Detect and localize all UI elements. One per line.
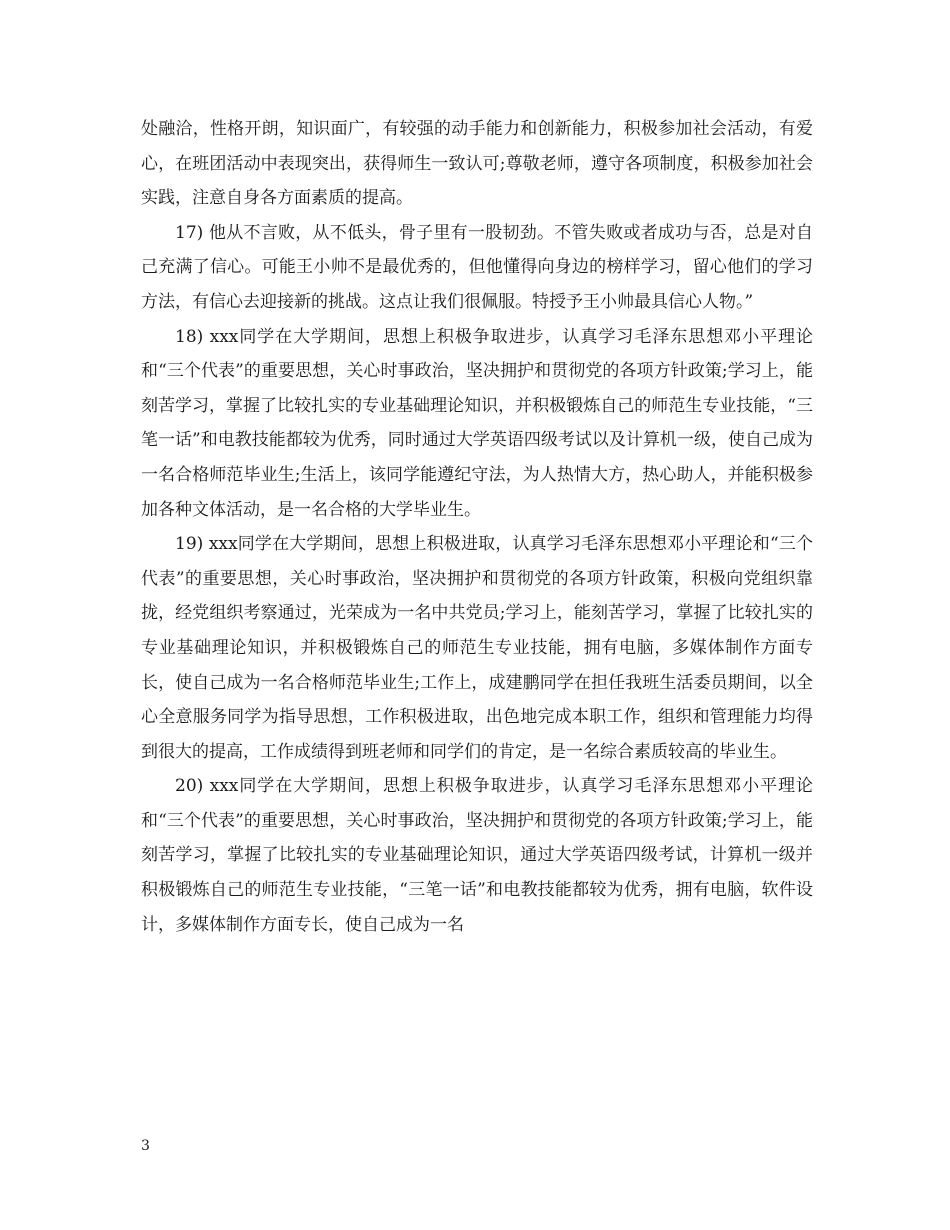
document-body: [141, 112, 813, 942]
paragraph-continuation: 处融洽，性格开朗，知识面广，有较强的动手能力和创新能力，积极参加社会活动，有爱心，在班团活动中表现突出，获得师生一致认可;尊敬老师，遵守各项制度，积极参加社会实践，注意自身各方面素质的提高。: [141, 119, 813, 209]
paragraph-item-20: 20) xxx同学在大学期间，思想上积极争取进步，认真学习毛泽东思想邓小平理论和“三个代表”的重要思想，关心时事政治，坚决拥护和贯彻党的各项方针政策;学习上，能刻苦学习，掌握了比较扎实的专业基础理论知识，通过大学英语四级考试，计算机一级并积极锻炼自己的师范生专业技能，“三笔一话”和电教技能都较为优秀，拥有电脑，软件设计，多媒体制作方面专长，使自己成为一名: [141, 776, 813, 935]
paragraph-item-18: 18) xxx同学在大学期间，思想上积极争取进步，认真学习毛泽东思想邓小平理论和“三个代表”的重要思想，关心时事政治，坚决拥护和贯彻党的各项方针政策;学习上，能刻苦学习，掌握了比较扎实的专业基础理论知识，并积极锻炼自己的师范生专业技能，“三笔一话”和电教技能都较为优秀，同时通过大学英语四级考试以及计算机一级，使自己成为一名合格师范毕业生;生活上，该同学能遵纪守法，为人热情大方，热心助人，并能积极参加各种文体活动，是一名合格的大学毕业生。: [141, 326, 813, 520]
page-number: 3: [141, 1138, 150, 1154]
paragraph-item-17: 17) 他从不言败，从不低头，骨子里有一股韧劲。不管失败或者成功与否，总是对自己充满了信心。可能王小帅不是最优秀的，但他懂得向身边的榜样学习，留心他们的学习方法，有信心去迎接新的挑战。这点让我们很佩服。特授予王小帅最具信心人物。”: [141, 222, 813, 312]
paragraph-item-19: 19) xxx同学在大学期间，思想上积极进取，认真学习毛泽东思想邓小平理论和“三个代表”的重要思想，关心时事政治，坚决拥护和贯彻党的各项方针政策，积极向党组织靠拢，经党组织考察通过，光荣成为一名中共党员;学习上，能刻苦学习，掌握了比较扎实的专业基础理论知识，并积极锻炼自己的师范生专业技能，拥有电脑，多媒体制作方面专长，使自己成为一名合格师范毕业生;工作上，成建鹏同学在担任我班生活委员期间，以全心全意服务同学为指导思想，工作积极进取，出色地完成本职工作，组织和管理能力均得到很大的提高，工作成绩得到班老师和同学们的肯定，是一名综合素质较高的毕业生。: [141, 534, 813, 762]
